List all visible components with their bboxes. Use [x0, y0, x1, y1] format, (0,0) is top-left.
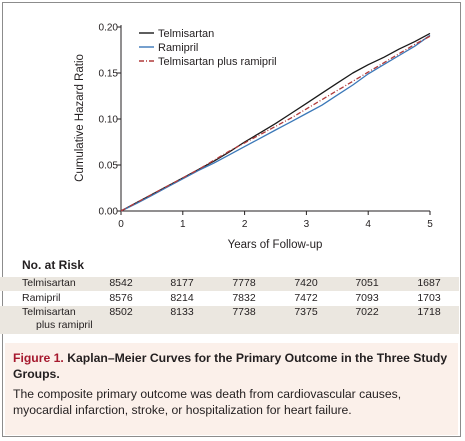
y-tick-label: 0.05 — [98, 160, 118, 172]
risk-row-label: Telmisartan — [22, 306, 76, 318]
x-tick-label: 4 — [365, 219, 371, 230]
risk-row-ramipril — [0, 292, 459, 306]
y-tick-label: 0.20 — [98, 22, 118, 34]
x-tick-label: 2 — [241, 219, 248, 230]
x-tick-label: 5 — [427, 219, 433, 230]
y-tick-label: 0.10 — [98, 114, 118, 126]
risk-cell: 8133 — [170, 306, 194, 318]
risk-cell: 8502 — [109, 306, 133, 318]
risk-row-sublabel: plus ramipril — [36, 319, 93, 331]
legend-label-telmisartan-plus-ramipril: Telmisartan plus ramipril — [158, 56, 277, 68]
y-axis-title: Cumulative Hazard Ratio — [74, 54, 86, 182]
risk-cell: 7375 — [294, 306, 318, 318]
risk-row-telmisartan — [0, 277, 459, 291]
risk-cell: 7738 — [232, 306, 256, 318]
x-tick-label: 3 — [303, 219, 310, 230]
y-tick-label: 0.00 — [98, 206, 118, 218]
caption-title: Kaplan–Meier Curves for the Primary Outcome in the Three Study Groups. — [13, 351, 448, 381]
risk-row-telmisartan-plus-ramipril — [0, 306, 459, 334]
caption-body: The composite primary outcome was death from cardiovascular causes, myocardial infarction, stroke, or hospitalization for heart failure. — [13, 387, 402, 417]
figure-caption — [5, 343, 458, 435]
caption-heading — [13, 350, 450, 382]
risk-cell: 1687 — [417, 277, 441, 289]
legend-label-ramipril: Ramipril — [158, 42, 199, 54]
risk-cell: 8576 — [109, 292, 133, 304]
y-tick-label: 0.15 — [98, 68, 118, 80]
risk-row-label: Ramipril — [22, 292, 61, 304]
risk-cell: 7093 — [355, 292, 379, 304]
legend — [139, 28, 277, 68]
risk-table-title: No. at Risk — [22, 258, 85, 272]
figure-number: Figure 1. — [13, 351, 64, 365]
risk-cell: 7832 — [232, 292, 256, 304]
risk-cell: 7420 — [294, 277, 318, 289]
risk-cell: 1718 — [417, 306, 441, 318]
risk-cell: 8542 — [109, 277, 133, 289]
risk-cell: 8177 — [170, 277, 194, 289]
risk-cell: 8214 — [170, 292, 194, 304]
risk-cell: 7778 — [232, 277, 256, 289]
risk-cell: 7051 — [355, 277, 379, 289]
x-tick-label: 0 — [118, 219, 124, 230]
risk-cell: 7022 — [355, 306, 379, 318]
risk-cell: 7472 — [294, 292, 318, 304]
x-axis-title: Years of Follow-up — [227, 239, 323, 251]
risk-cell: 1703 — [417, 292, 441, 304]
legend-label-telmisartan: Telmisartan — [158, 28, 215, 40]
x-tick-label: 1 — [180, 219, 186, 230]
risk-row-label: Telmisartan — [22, 277, 76, 289]
